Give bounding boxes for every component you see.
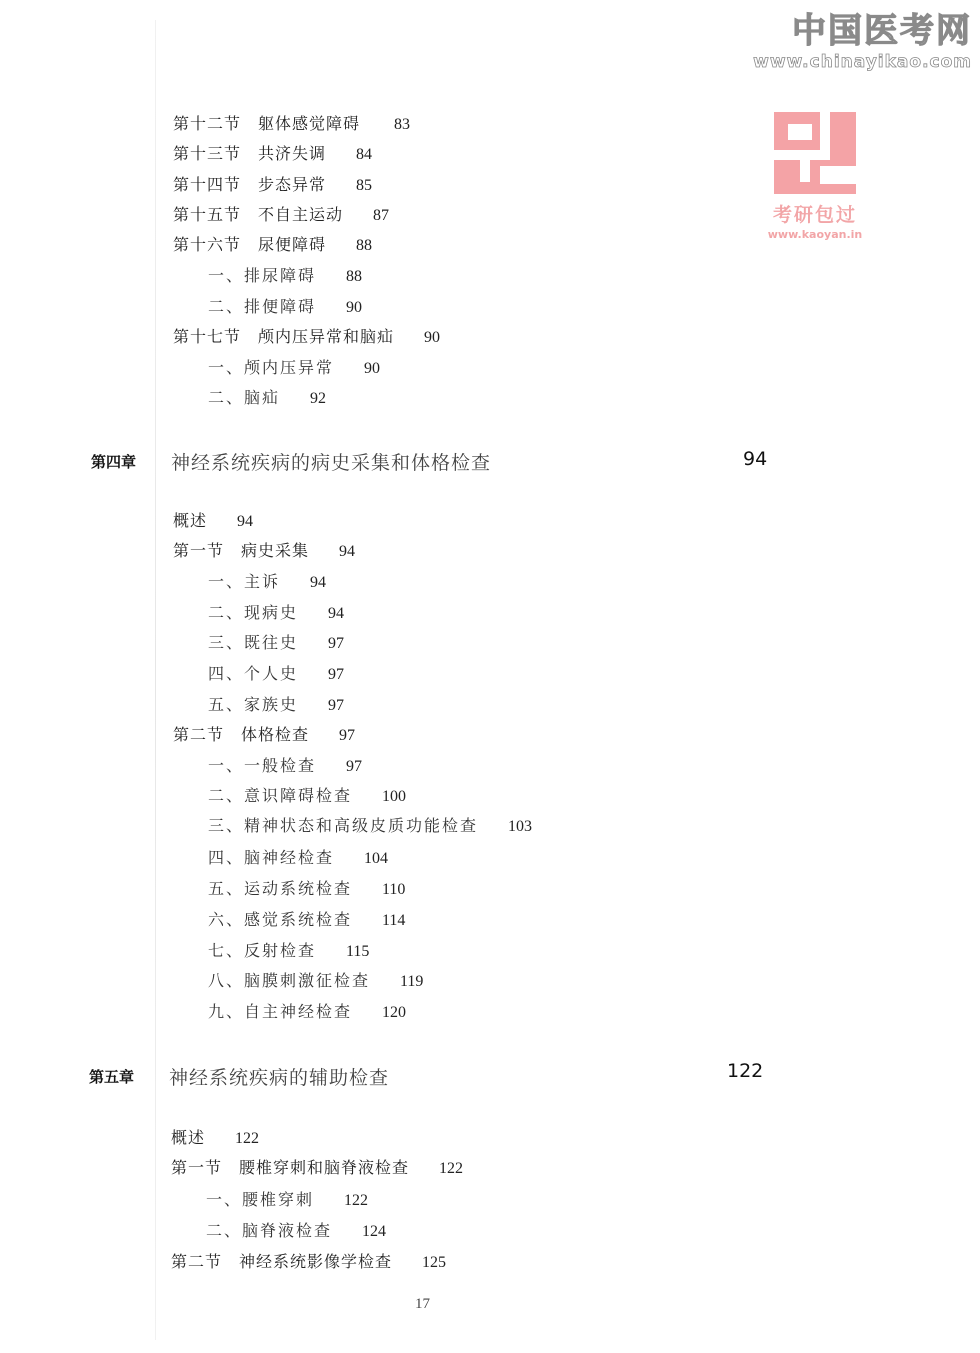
- toc-entry-page: 122: [344, 1192, 369, 1209]
- toc-entry-title: 三、精神状态和高级皮质功能检查: [208, 816, 479, 835]
- watermark-url: www.chinayikao.com: [753, 52, 972, 72]
- toc-subentry[interactable]: [208, 664, 344, 685]
- toc-entry-title: 第十四节 步态异常: [173, 175, 327, 194]
- toc-subentry[interactable]: [208, 297, 362, 318]
- toc-entry-title: 五、运动系统检查: [208, 879, 353, 898]
- toc-subentry[interactable]: [206, 1221, 386, 1242]
- toc-entry-title: 第二节 体格检查: [173, 725, 310, 744]
- toc-entry-page: 103: [508, 818, 533, 835]
- toc-entry-page: 122: [439, 1160, 464, 1177]
- toc-entry-title: 二、意识障碍检查: [208, 786, 353, 805]
- toc-entry-title: 三、既往史: [208, 633, 299, 652]
- toc-entry-page: 97: [328, 635, 345, 652]
- toc-entry-title: 一、排尿障碍: [208, 266, 317, 285]
- page-number: 17: [415, 1296, 430, 1312]
- kaoyan-logo-icon: [774, 112, 856, 194]
- toc-subentry[interactable]: [208, 756, 362, 777]
- toc-entry-title: 第一节 病史采集: [173, 541, 310, 560]
- logo-name: 考研包过: [772, 204, 857, 226]
- chapter-title[interactable]: 神经系统疾病的辅助检查: [169, 1067, 390, 1089]
- toc-entry-page: 119: [400, 973, 424, 990]
- toc-subentry[interactable]: [206, 1190, 368, 1211]
- toc-entry-page: 92: [310, 390, 327, 407]
- toc-entry-title: 一、主诉: [208, 572, 281, 591]
- toc-subentry[interactable]: [208, 603, 344, 624]
- toc-entry[interactable]: [173, 114, 410, 135]
- toc-entry-page: 114: [382, 912, 406, 929]
- toc-subentry[interactable]: [208, 388, 326, 409]
- toc-entry-page: 125: [422, 1254, 447, 1271]
- toc-entry-page: 94: [328, 605, 345, 622]
- toc-entry[interactable]: [173, 235, 372, 256]
- toc-subentry[interactable]: [208, 786, 406, 807]
- toc-entry-page: 120: [382, 1004, 407, 1021]
- toc-entry[interactable]: [173, 144, 372, 165]
- toc-entry[interactable]: [173, 327, 440, 348]
- toc-subentry[interactable]: [208, 358, 380, 379]
- toc-subentry[interactable]: [208, 633, 344, 654]
- chapter-label: 第五章: [89, 1068, 135, 1086]
- toc-entry-title: 第十二节 躯体感觉障碍: [173, 114, 361, 133]
- toc-entry-title: 九、自主神经检查: [208, 1002, 353, 1021]
- toc-entry-page: 115: [346, 943, 370, 960]
- toc-subentry[interactable]: [208, 848, 388, 869]
- page-gutter-line: [155, 20, 156, 1340]
- toc-entry[interactable]: [171, 1252, 446, 1273]
- site-watermark: [753, 12, 972, 72]
- toc-subentry[interactable]: [208, 816, 532, 837]
- toc-entry-title: 第二节 神经系统影像学检查: [171, 1252, 393, 1271]
- toc-entry-title: 五、家族史: [208, 695, 299, 714]
- toc-subentry[interactable]: [208, 879, 405, 900]
- toc-entry-title: 概述: [171, 1128, 206, 1147]
- toc-entry-title: 概述: [173, 511, 208, 530]
- toc-entry-page: 94: [310, 574, 327, 591]
- toc-entry-title: 二、脑疝: [208, 388, 281, 407]
- toc-entry-page: 83: [394, 116, 411, 133]
- toc-entry-title: 二、现病史: [208, 603, 299, 622]
- toc-entry[interactable]: [173, 725, 355, 746]
- toc-entry-title: 四、个人史: [208, 664, 299, 683]
- toc-entry[interactable]: [173, 175, 372, 196]
- toc-entry-page: 85: [356, 177, 373, 194]
- toc-entry-title: 第十六节 尿便障碍: [173, 235, 327, 254]
- toc-entry-title: 第十七节 颅内压异常和脑疝: [173, 327, 395, 346]
- toc-entry-title: 六、感觉系统检查: [208, 910, 353, 929]
- toc-entry-title: 第十五节 不自主运动: [173, 205, 344, 224]
- toc-entry[interactable]: [173, 205, 389, 226]
- toc-entry-page: 87: [373, 207, 390, 224]
- kaoyan-logo: [760, 112, 870, 241]
- toc-entry-page: 97: [328, 697, 345, 714]
- logo-site: www.kaoyan.in: [767, 228, 863, 241]
- toc-entry-title: 七、反射检查: [208, 941, 317, 960]
- toc-entry-page: 90: [424, 329, 441, 346]
- toc-subentry[interactable]: [208, 266, 362, 287]
- toc-entry[interactable]: [173, 541, 355, 562]
- toc-entry-page: 104: [364, 850, 389, 867]
- chapter-page: 122: [727, 1060, 764, 1082]
- toc-entry[interactable]: [171, 1128, 259, 1149]
- toc-entry-page: 100: [382, 788, 407, 805]
- toc-entry-title: 第一节 腰椎穿刺和脑脊液检查: [171, 1158, 410, 1177]
- toc-entry-page: 88: [346, 268, 363, 285]
- toc-entry-title: 二、脑脊液检查: [206, 1221, 333, 1240]
- toc-subentry[interactable]: [208, 971, 423, 992]
- chapter-label: 第四章: [91, 453, 137, 471]
- toc-entry[interactable]: [173, 511, 253, 532]
- toc-entry-title: 四、脑神经检查: [208, 848, 335, 867]
- toc-entry-title: 第十三节 共济失调: [173, 144, 327, 163]
- toc-entry-page: 110: [382, 881, 406, 898]
- toc-entry-page: 124: [362, 1223, 387, 1240]
- toc-entry-page: 88: [356, 237, 373, 254]
- toc-entry-page: 84: [356, 146, 373, 163]
- toc-entry-page: 94: [339, 543, 356, 560]
- toc-entry-title: 八、脑膜刺激征检查: [208, 971, 371, 990]
- toc-subentry[interactable]: [208, 572, 326, 593]
- toc-entry-page: 97: [346, 758, 363, 775]
- toc-entry-page: 122: [235, 1130, 260, 1147]
- toc-entry-title: 一、一般检查: [208, 756, 317, 775]
- toc-subentry[interactable]: [208, 941, 369, 962]
- watermark-title: 中国医考网: [792, 11, 972, 51]
- chapter-page: 94: [743, 448, 768, 470]
- toc-subentry[interactable]: [208, 910, 405, 931]
- toc-entry-page: 94: [237, 513, 254, 530]
- toc-entry-page: 97: [339, 727, 356, 744]
- toc-subentry[interactable]: [208, 695, 344, 716]
- chapter-title[interactable]: 神经系统疾病的病史采集和体格检查: [171, 452, 492, 474]
- toc-subentry[interactable]: [208, 1002, 406, 1023]
- toc-entry-page: 97: [328, 666, 345, 683]
- toc-entry-title: 二、排便障碍: [208, 297, 317, 316]
- toc-entry-page: 90: [346, 299, 363, 316]
- toc-entry-title: 一、颅内压异常: [208, 358, 335, 377]
- toc-entry[interactable]: [171, 1158, 463, 1179]
- toc-entry-page: 90: [364, 360, 381, 377]
- toc-entry-title: 一、腰椎穿刺: [206, 1190, 315, 1209]
